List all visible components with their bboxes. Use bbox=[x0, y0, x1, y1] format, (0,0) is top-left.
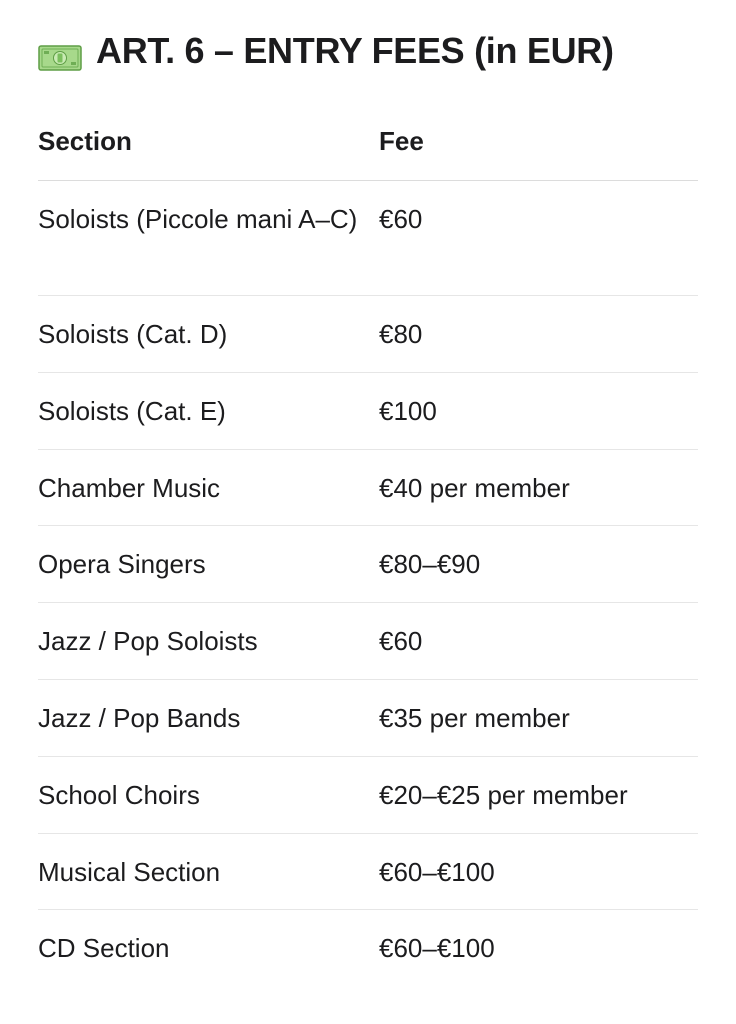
fee-table bbox=[38, 102, 698, 987]
fee-cell: €60–€100 bbox=[379, 933, 495, 964]
table-row bbox=[38, 526, 698, 603]
fee-cell: €40 per member bbox=[379, 472, 570, 503]
section-cell: Musical Section bbox=[38, 856, 221, 887]
fee-cell: €35 per member bbox=[379, 702, 570, 733]
section-cell: Soloists (Piccole mani A–C) bbox=[38, 204, 358, 234]
column-header-section: Section bbox=[38, 125, 132, 156]
fee-cell: €80–€90 bbox=[379, 549, 481, 580]
table-row bbox=[38, 757, 698, 834]
fee-cell: €60 bbox=[379, 204, 423, 234]
fee-cell: €100 bbox=[379, 395, 437, 426]
table-row bbox=[38, 296, 698, 373]
fee-cell: €20–€25 per member bbox=[379, 779, 628, 810]
section-cell: Chamber Music bbox=[38, 472, 221, 503]
dollar-banknote-icon bbox=[38, 38, 82, 64]
section-cell: Soloists (Cat. D) bbox=[38, 319, 228, 349]
table-row bbox=[38, 680, 698, 757]
page-title: ART. 6 – ENTRY FEES (in EUR) bbox=[96, 30, 614, 71]
table-header bbox=[38, 102, 698, 181]
table-row bbox=[38, 450, 698, 527]
section-cell: CD Section bbox=[38, 933, 170, 964]
table-row bbox=[38, 910, 698, 987]
fee-cell: €60 bbox=[379, 626, 423, 657]
table-row bbox=[38, 603, 698, 680]
table-row bbox=[38, 834, 698, 911]
column-header-fee: Fee bbox=[379, 125, 424, 156]
section-cell: Opera Singers bbox=[38, 549, 206, 580]
section-cell: Jazz / Pop Bands bbox=[38, 702, 241, 733]
fee-cell: €60–€100 bbox=[379, 856, 495, 887]
page-heading bbox=[38, 26, 614, 76]
fee-cell: €80 bbox=[379, 319, 423, 349]
section-cell: School Choirs bbox=[38, 779, 200, 810]
table-row bbox=[38, 373, 698, 450]
table-row bbox=[38, 181, 698, 296]
section-cell: Jazz / Pop Soloists bbox=[38, 626, 258, 657]
section-cell: Soloists (Cat. E) bbox=[38, 395, 226, 426]
